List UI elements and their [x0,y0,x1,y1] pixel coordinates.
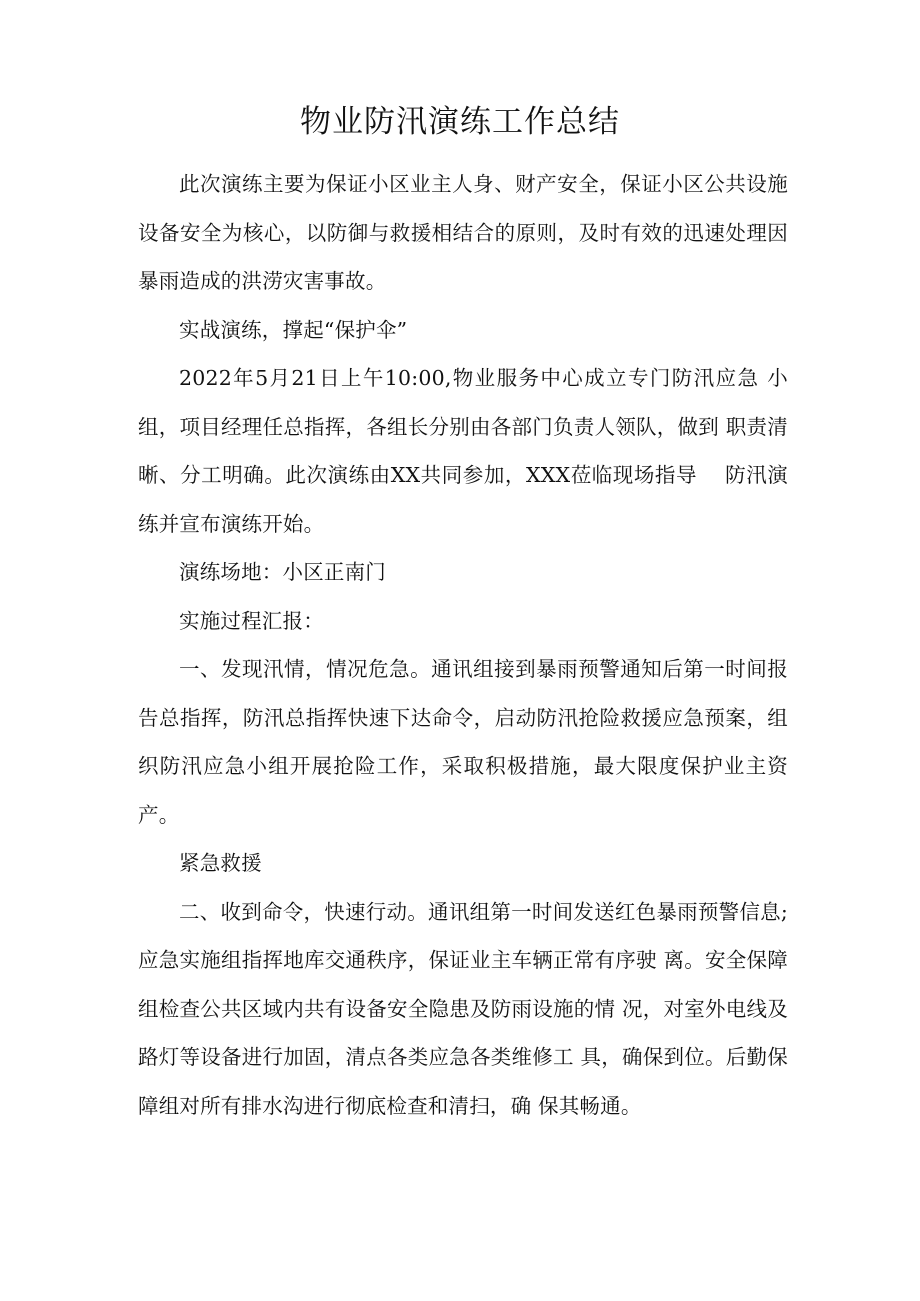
document-title: 物业防汛演练工作总结 [300,104,620,140]
document-body [138,160,788,1130]
paragraph-drill-setup: 2022年5月21日上午10:00,物业服务中心成立专门防汛应急 小组，项目经理任总指挥，各组长分别由各部门负责人领队，做到 职责清晰、分工明确。此次演练由XX共同参加，XXX莅临现场指导 防汛演练并宣布演练开始。 [138,366,788,536]
paragraph-step-two: 二、收到命令，快速行动。通讯组第一时间发送红色暴雨预警信息; 应急实施组指挥地库交通秩序，保证业主车辆正常有序驶 离。安全保障组检查公共区域内共有设备安全隐患及防雨设施的情 况，对室外电线及路灯等设备进行加固，清点各类应急各类维修工 具，确保到位。后勤保障组对所有排水沟进行彻底检查和清扫，确 保其畅通。 [138,899,788,1118]
paragraph-heading-rescue: 紧急救援 [179,851,262,875]
paragraph-process-heading: 实施过程汇报： [179,608,324,633]
paragraph-drill-location: 演练场地：小区正南门 [179,560,386,584]
paragraph-intro: 此次演练主要为保证小区业主人身、财产安全，保证小区公共设施设备安全为核心，以防御与救援相结合的原则，及时有效的迅速处理因暴雨造成的洪涝灾害事故。 [138,172,788,293]
paragraph-heading-drill: 实战演练，撑起“保护伞” [179,317,408,342]
paragraph-step-one: 一、发现汛情，情况危急。通讯组接到暴雨预警通知后第一时间报告总指挥，防汛总指挥快速下达命令，启动防汛抢险救援应急预案，组织防汛应急小组开展抢险工作，采取积极措施，最大限度保护业主资产。 [138,657,788,827]
